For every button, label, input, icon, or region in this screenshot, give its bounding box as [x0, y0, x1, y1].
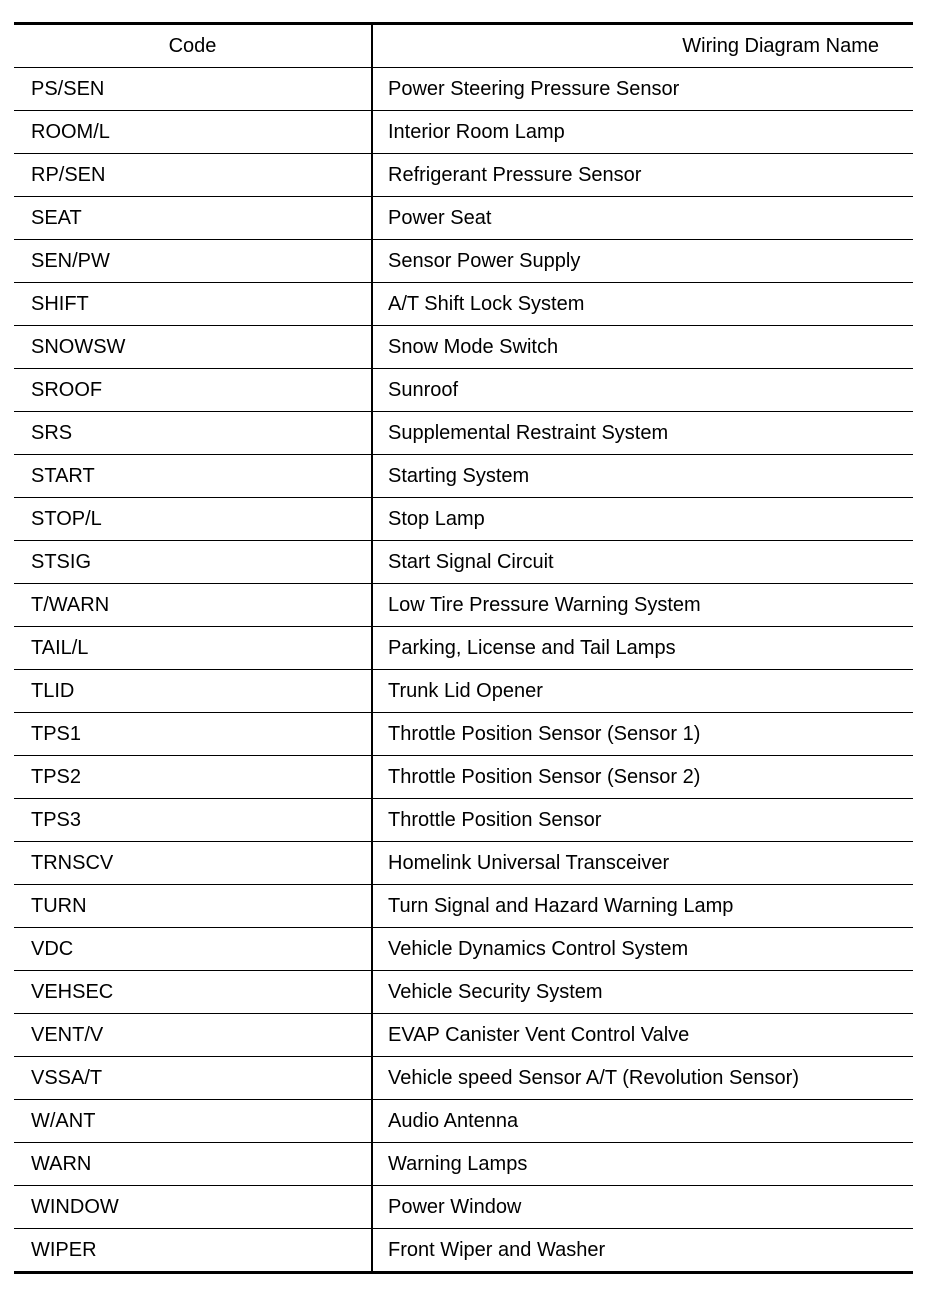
code-cell: VEHSEC	[14, 971, 372, 1014]
table-row	[14, 842, 913, 885]
code-cell: SHIFT	[14, 283, 372, 326]
code-column-header: Code	[14, 24, 372, 68]
diagram-name-cell: Refrigerant Pressure Sensor	[372, 154, 913, 197]
code-cell: WINDOW	[14, 1186, 372, 1229]
diagram-name-cell: Throttle Position Sensor (Sensor 2)	[372, 756, 913, 799]
diagram-name-cell: Power Seat	[372, 197, 913, 240]
table-row	[14, 670, 913, 713]
table-row	[14, 799, 913, 842]
table-row	[14, 971, 913, 1014]
diagram-name-cell: Sunroof	[372, 369, 913, 412]
diagram-name-cell: Front Wiper and Washer	[388, 1238, 606, 1261]
table-row	[14, 1229, 913, 1273]
code-cell: TLID	[14, 670, 372, 713]
table-row	[14, 1100, 913, 1143]
wiring-diagram-code-table	[14, 22, 913, 1274]
code-cell: TPS1	[14, 713, 372, 756]
diagram-name-cell: Snow Mode Switch	[372, 326, 913, 369]
code-cell: TAIL/L	[14, 627, 372, 670]
table-row	[14, 713, 913, 756]
code-cell: SRS	[14, 412, 372, 455]
diagram-name-cell: Power Steering Pressure Sensor	[372, 68, 913, 111]
code-cell: SEN/PW	[14, 240, 372, 283]
code-cell: VDC	[14, 928, 372, 971]
code-cell: W/ANT	[14, 1100, 372, 1143]
table-row	[14, 1014, 913, 1057]
diagram-name-cell: Vehicle Dynamics Control System	[372, 928, 913, 971]
table-row	[14, 885, 913, 928]
diagram-name-cell: Throttle Position Sensor (Sensor 1)	[372, 713, 913, 756]
code-cell: STSIG	[14, 541, 372, 584]
diagram-name-cell: Interior Room Lamp	[372, 111, 913, 154]
diagram-name-cell: Starting System	[372, 455, 913, 498]
table-row	[14, 1186, 913, 1229]
table-row	[14, 928, 913, 971]
code-cell: ROOM/L	[14, 111, 372, 154]
diagram-name-cell: Homelink Universal Transceiver	[372, 842, 913, 885]
code-cell: TPS2	[14, 756, 372, 799]
table-row	[14, 1057, 913, 1100]
table-row	[14, 1143, 913, 1186]
diagram-name-cell: Supplemental Restraint System	[372, 412, 913, 455]
table-row	[14, 412, 913, 455]
diagram-name-cell: Start Signal Circuit	[372, 541, 913, 584]
diagram-name-cell: Sensor Power Supply	[372, 240, 913, 283]
diagram-name-cell: Trunk Lid Opener	[372, 670, 913, 713]
table-row	[14, 756, 913, 799]
table-header-row	[14, 24, 913, 68]
diagram-name-cell: Vehicle Security System	[372, 971, 913, 1014]
table-row	[14, 584, 913, 627]
code-cell: STOP/L	[14, 498, 372, 541]
table-row	[14, 541, 913, 584]
diagram-name-cell: Turn Signal and Hazard Warning Lamp	[372, 885, 913, 928]
diagram-name-cell: Power Window	[372, 1186, 913, 1229]
code-cell: SEAT	[14, 197, 372, 240]
diagram-name-cell: Audio Antenna	[372, 1100, 913, 1143]
code-cell: VSSA/T	[14, 1057, 372, 1100]
table-row	[14, 240, 913, 283]
diagram-name-cell: Vehicle speed Sensor A/T (Revolution Sensor)	[372, 1057, 913, 1100]
diagram-name-cell: Warning Lamps	[372, 1143, 913, 1186]
diagram-name-cell: Parking, License and Tail Lamps	[372, 627, 913, 670]
name-column-header: Wiring Diagram Name	[372, 24, 913, 68]
table-row	[14, 627, 913, 670]
table-row	[14, 154, 913, 197]
table-row	[14, 369, 913, 412]
code-cell: T/WARN	[14, 584, 372, 627]
code-cell: VENT/V	[14, 1014, 372, 1057]
code-cell: PS/SEN	[14, 68, 372, 111]
code-cell: WARN	[14, 1143, 372, 1186]
diagram-name-cell: A/T Shift Lock System	[372, 283, 913, 326]
table-row	[14, 197, 913, 240]
table-row	[14, 455, 913, 498]
table-row	[14, 326, 913, 369]
table-row	[14, 68, 913, 111]
table-row	[14, 283, 913, 326]
table-row	[14, 498, 913, 541]
diagram-name-cell: Stop Lamp	[372, 498, 913, 541]
code-cell: RP/SEN	[14, 154, 372, 197]
code-cell: TPS3	[14, 799, 372, 842]
code-cell: TURN	[14, 885, 372, 928]
diagram-name-cell: EVAP Canister Vent Control Valve	[372, 1014, 913, 1057]
code-cell: WIPER	[14, 1229, 372, 1273]
code-cell: SNOWSW	[14, 326, 372, 369]
code-cell: START	[14, 455, 372, 498]
code-cell: SROOF	[14, 369, 372, 412]
table-row	[14, 111, 913, 154]
diagram-name-cell: Low Tire Pressure Warning System	[372, 584, 913, 627]
diagram-name-cell: Throttle Position Sensor	[372, 799, 913, 842]
table-body	[14, 68, 913, 1273]
code-cell: TRNSCV	[14, 842, 372, 885]
